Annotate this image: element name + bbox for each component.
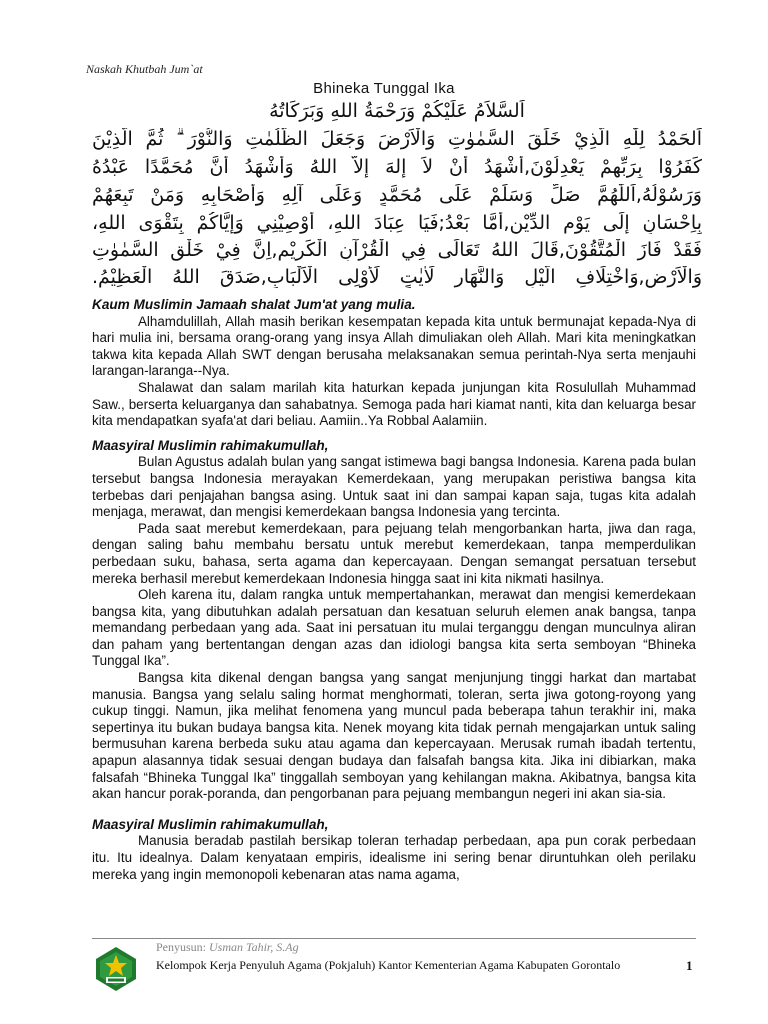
arabic-line: وَرَسُوْلُهُ,اَللّٰهُمَّ صَلِّ وَسَلِّمْ عَلَى مُحَمَّدٍ وَعَلَى آلِهِ وَأَصْحَابِهِ وَمَنْ تَبِعَهُمْ <box>92 184 702 206</box>
paragraph: Shalawat dan salam marilah kita haturkan kepada junjungan kita Rosulullah Muhammad Saw., berserta keluarganya dan sahabatnya. Semoga pada hari kiamat nanti, kita dan keluarga besar kita mendapatkan syafa'at dari beliau. Aamiin..Ya Robbal Aalamiin. <box>92 379 696 429</box>
arabic-line: فَقَدْ فَازَ الْمُتَّقُوْنَ,قَالَ اللهُ تَعَالَى فِي الْقُرْآنِ الْكَرِيْمِ,اِنَّ فِيْ خَلْقِ السَّمٰوٰتِ <box>92 239 702 261</box>
footer-author <box>156 940 299 955</box>
running-header: Naskah Khutbah Jum`at <box>86 62 203 76</box>
arabic-salam: اَلسَّلاَمُ عَلَيْكُمْ وَرَحْمَةُ اللهِ وَبَرَكَاتُهُ <box>269 100 525 122</box>
paragraph: Alhamdulillah, Allah masih berikan kesempatan kepada kita untuk bermunajat kepada-Nya di hari mulia ini, bersama orang-orang yang insya Allah dimuliakan oleh Allah. Mari kita meningkatkan takwa kita kepada Allah SWT dengan berusaha melaksanakan semua perintah-Nya serta menjauhi larangan-laranga--Nya. <box>92 313 696 379</box>
paragraph: Oleh karena itu, dalam rangka untuk mempertahankan, merawat dan mengisi kemerdekaan bangsa kita, yang dibutuhkan adalah persatuan dan kesatuan seluruh elemen anak bangsa, tanpa memandang perbedaan yang ada. Saat ini persatuan itu mulai terganggu dengan munculnya aliran dan paham yang bertentangan dengan azas dan idiologi bangsa kita serta semboyan “Bhineka Tunggal Ika”. <box>92 587 696 669</box>
page-title: Bhineka Tunggal Ika <box>313 80 455 97</box>
sermon-body <box>92 297 696 883</box>
paragraph: Pada saat merebut kemerdekaan, para pejuang telah mengorbankan harta, jiwa dan raga, dengan saling bahu membahu bersatu untuk merebut kemerdekaan, tanpa memperdulikan perbedaan suku, bahasa, serta agama dan kepercayaan. Dengan semangat persatuan tersebut mereka berhasil merebut kemerdekaan Indonesia hingga saat ini kita nikmati hasilnya. <box>92 520 696 586</box>
arabic-line: وَالْاَرْضِ,وَاخْتِلَافِ الَّيْلِ وَالنَّهَارِ لَاٰيٰتٍ لِّأُوْلِى الْاَلْبَابِ,صَدَقَ اللهُ الْعَظِيْمُ. <box>92 266 702 288</box>
paragraph: Manusia beradab pastilah bersikap toleran terhadap perbedaan, apa pun corak perbedaan itu. Itu idealnya. Dalam kenyataan empiris, idealisme ini sering benar diruntuhkan oleh perilaku mereka yang ingin memonopoli kebenaran atas nama agama, <box>92 833 696 882</box>
paragraph: Bangsa kita dikenal dengan bangsa yang sangat menjunjung tinggi harkat dan martabat manusia. Bangsa yang selalu saling hormat menghormati, toleran, serta jiwa gotong-royong yang cukup tinggi. Namun, jika melihat fenomena yang muncul pada beberapa tahun terakhir ini, maka sepertinya itu bukan budaya bangsa kita. Nenek moyang kita tidak pernah mengajarkan untuk saling bermusuhan karena berbeda suku atau agama dan kepercayaan. Merusak rumah ibadah tertentu, apapun alasannya tidak sesuai dengan budaya dan falsafah bangsa kita. Jika ini dibiarkan, maka falsafah “Bhineka Tunggal Ika” tinggallah semboyan yang kehilangan makna. Akibatnya, bangsa kita akan hancur porak-poranda, dan pengorbanan para pejuang membangun negeri ini akan sia-sia. <box>92 670 696 802</box>
author-name: Usman Tahir, S.Ag <box>209 940 299 954</box>
footer-organization: Kelompok Kerja Penyuluh Agama (Pokjaluh) Kantor Kementerian Agama Kabupaten Gorontalo <box>156 958 621 972</box>
kemenag-logo-icon <box>92 945 140 993</box>
section-heading: Kaum Muslimin Jamaah shalat Jum'at yang mulia. <box>92 297 416 312</box>
paragraph: Bulan Agustus adalah bulan yang sangat istimewa bagi bangsa Indonesia. Karena pada bulan tersebut bangsa Indonesia merayakan Kemerdekaan, yang merupakan peristiwa bangsa kita terbebas dari penjajahan bangsa asing. Untuk saat ini dan sampai kapan saja, tugas kita adalah menjaga, merawat, dan mengisi kemerdekaan bangsa Indonesia yang tercinta. <box>92 454 696 520</box>
section-heading: Maasyiral Muslimin rahimakumullah, <box>92 816 329 832</box>
arabic-line: بِاِحْسَانٍ إِلَى يَوْمِ الدِّيْنِ,أَمَّا بَعْدُ;فَيَا عِبَادَ اللهِ، أُوْصِيْنِي وَإِيَّاكُمْ بِتَقْوَى اللهِ، <box>92 212 702 234</box>
footer-divider <box>92 938 696 939</box>
arabic-line: كَفَرُوْا بِرَبِّهِمْ يَعْدِلُوْنَ,أَشْهَدُ أَنْ لاَ إِلهَ إِلاَّ اللهُ وَأَشْهَدُ أَنَّ مُحَمَّدًا عَبْدُهُ <box>92 156 702 178</box>
author-label: Penyusun: <box>156 940 210 954</box>
page-number: 1 <box>686 958 693 973</box>
section-heading: Maasyiral Muslimin rahimakumullah, <box>92 437 329 453</box>
arabic-line: اَلحَمْدُ لِلّٰهِ الَّذِيْ خَلَقَ السَّمٰوٰتِ وَالْاَرْضَ وَجَعَلَ الظُّلُمٰتِ وَالنُّوْرَ ۗ ثُمَّ الَّذِيْنَ <box>92 128 702 150</box>
